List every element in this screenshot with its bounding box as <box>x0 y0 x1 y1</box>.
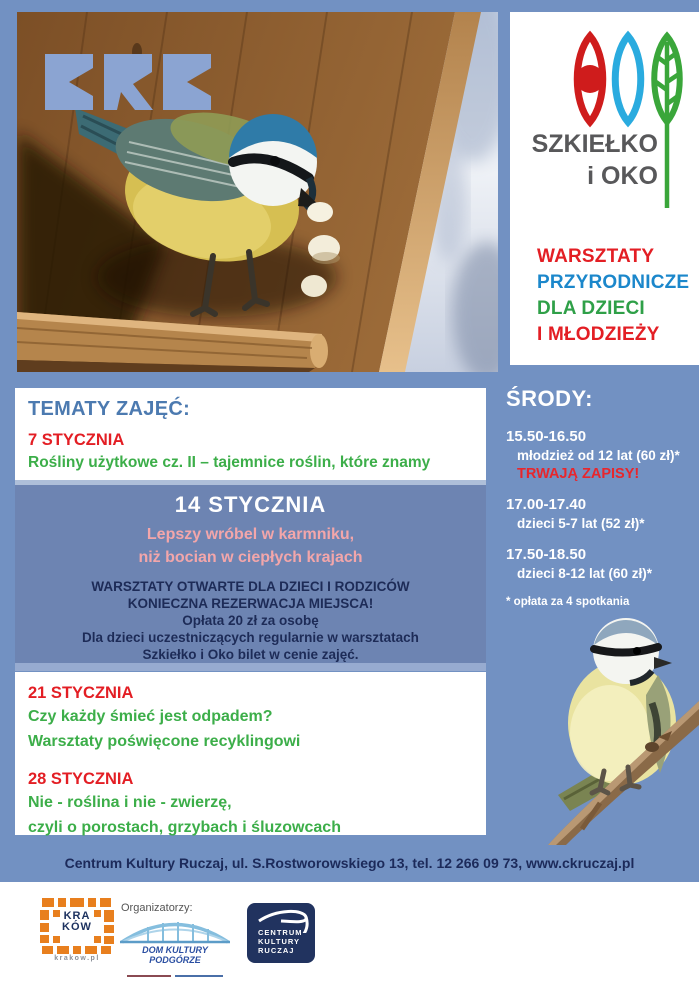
schedule <box>506 386 698 608</box>
address-bar: Centrum Kultury Ruczaj, ul. S.Rostworowskiego 13, tel. 12 266 09 73, www.ckruczaj.pl <box>64 855 635 871</box>
featured-subtitle: Lepszy wróbel w karmniku, <box>146 526 355 543</box>
featured-info: Opłata 20 zł za osobę <box>182 613 319 628</box>
bird-head <box>593 618 672 684</box>
later-topics-box <box>15 672 486 835</box>
featured-date: 14 STYCZNIA <box>174 492 327 517</box>
feeder-photo <box>17 12 498 372</box>
organizers-label: Organizatorzy: <box>121 902 193 914</box>
topic-description: Warsztaty poświęcone recyklingowi <box>28 733 301 750</box>
featured-info: Szkiełko i Oko bilet w cenie zajęć. <box>142 647 359 662</box>
logo-box <box>510 12 699 365</box>
topic-date: 28 STYCZNIA <box>28 770 134 788</box>
topic-description: Rośliny użytkowe cz. II – tajemnice roślin, które znamy <box>28 454 431 471</box>
schedule-header: ŚRODY: <box>506 386 593 411</box>
topics-header: TEMATY ZAJĘĆ: <box>28 398 191 420</box>
title-line: PRZYRODNICZE <box>537 272 690 293</box>
dkp-contact-line <box>118 967 232 985</box>
topic-description: czyli o porostach, grzybach i śluzowcach <box>28 819 341 836</box>
schedule-slot <box>506 428 698 482</box>
schedule-slot <box>506 546 698 582</box>
topic-date: 21 STYCZNIA <box>28 684 134 702</box>
feeder-photo-illustration <box>17 12 498 372</box>
featured-subtitle: niż bocian w ciepłych krajach <box>138 549 363 566</box>
dom-kultury-podgorze-logo <box>118 915 232 985</box>
slot-time: 17.00-17.40 <box>506 496 587 513</box>
featured-info: WARSZTATY OTWARTE DLA DZIECI I RODZICÓW <box>91 579 410 594</box>
title-line: I MŁODZIEŻY <box>537 324 660 345</box>
poster-title <box>537 244 689 348</box>
dkp-name: DOM KULTURY PODGÓRZE <box>142 945 208 965</box>
topic-date: 7 STYCZNIA <box>28 431 125 449</box>
bridge-icon <box>118 915 232 945</box>
featured-workshop-box <box>15 480 486 671</box>
featured-info: Dla dzieci uczestniczących regularnie w warsztatach <box>82 630 419 645</box>
ckr-logo-text: CENTRUM KULTURY RUCZAJ <box>258 928 303 955</box>
slot-time: 17.50-18.50 <box>506 546 587 563</box>
krakow-url: krakow.pl <box>54 955 100 962</box>
krakow-city-logo <box>40 898 114 968</box>
slot-group: młodzież od 12 lat (60 zł)* <box>517 448 680 463</box>
slot-group: dzieci 8-12 lat (60 zł)* <box>517 566 653 581</box>
logo-text-szkielko: SZKIEŁKO <box>531 130 658 158</box>
footer <box>0 882 699 1000</box>
krakow-logo-text: KRA KÓW <box>62 910 92 933</box>
blue-tit-illustration <box>540 605 699 845</box>
schedule-slot <box>506 496 698 532</box>
logo-text-ioko: i OKO <box>587 162 658 190</box>
title-line: DLA DZIECI <box>537 298 645 319</box>
blue-tit-photo <box>540 605 699 845</box>
topic-description: Nie - roślina i nie - zwierzę, <box>28 794 232 811</box>
schedule-footnote: * opłata za 4 spotkania <box>506 596 630 608</box>
slot-group: dzieci 5-7 lat (52 zł)* <box>517 516 645 531</box>
slot-note: TRWAJĄ ZAPISY! <box>517 466 640 482</box>
slot-time: 15.50-16.50 <box>506 428 587 445</box>
centrum-kultury-ruczaj-logo <box>247 903 315 963</box>
topic-description: Czy każdy śmieć jest odpadem? <box>28 708 273 725</box>
title-line: WARSZTATY <box>537 246 655 267</box>
topics-box <box>15 388 486 480</box>
featured-info: KONIECZNA REZERWACJA MIEJSCA! <box>127 596 374 611</box>
